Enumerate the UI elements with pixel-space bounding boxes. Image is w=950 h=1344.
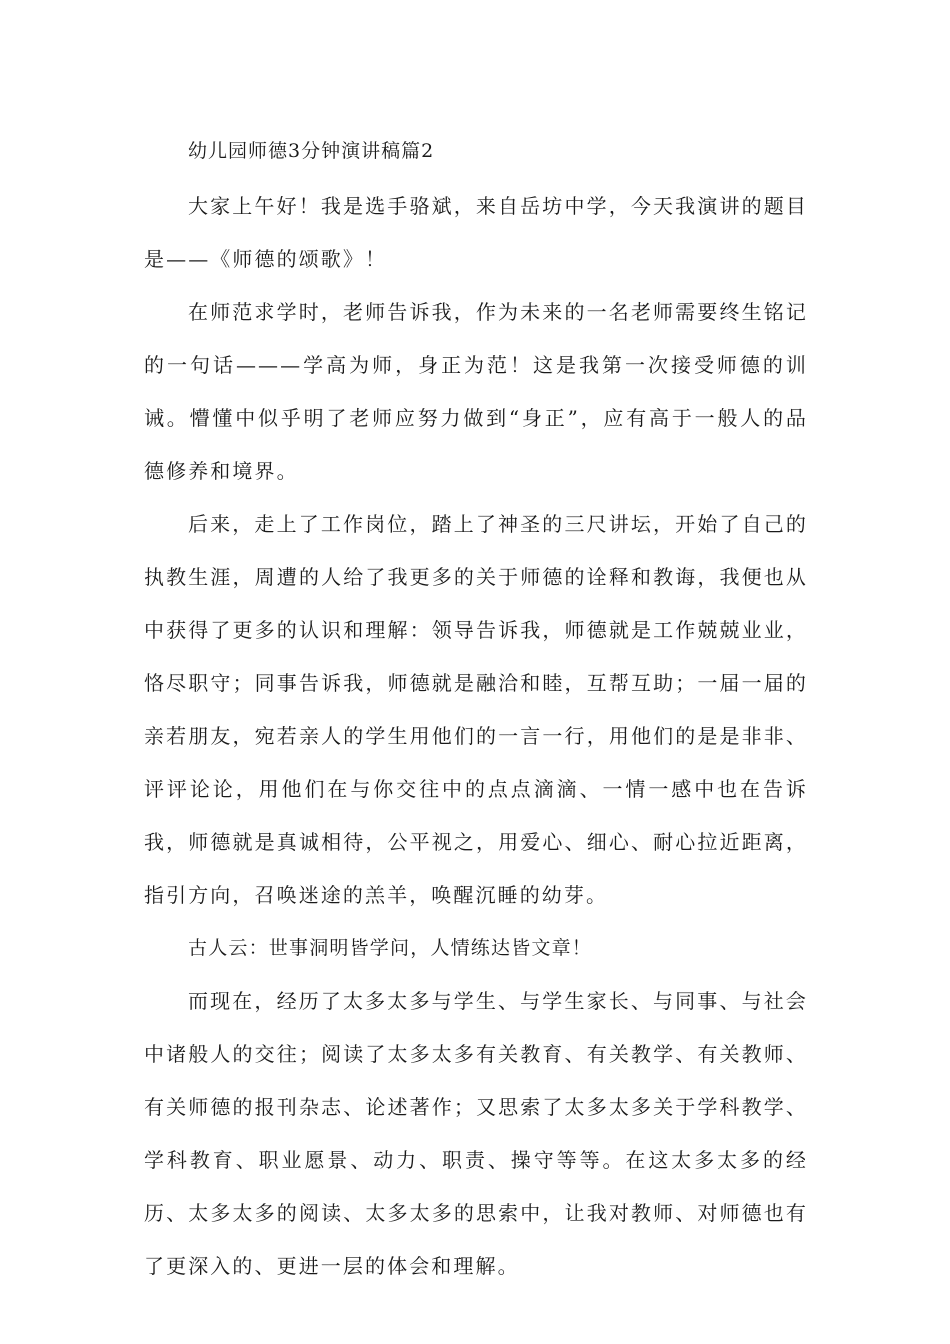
paragraph-greeting: 大家上午好！我是选手骆斌，来自岳坊中学，今天我演讲的题目是——《师德的颂歌》！ <box>144 194 808 271</box>
paragraph-normal-school: 在师范求学时，老师告诉我，作为未来的一名老师需要终生铭记的一句话———学高为师，身正为范！这是我第一次接受师德的训诫。懵懂中似乎明了老师应努力做到“身正”，应有高于一般人的品德修养和境界。 <box>144 300 808 483</box>
paragraph-career: 后来，走上了工作岗位，踏上了神圣的三尺讲坛，开始了自己的执教生涯，周遭的人给了我更多的关于师德的诠释和教诲，我便也从中获得了更多的认识和理解：领导告诉我，师德就是工作兢兢业业，恪尽职守；同事告诉我，师德就是融洽和睦，互帮互助；一届一届的亲若朋友，宛若亲人的学生用他们的一言一行，用他们的是是非非、评评论论，用他们在与你交往中的点点滴滴、一情一感中也在告诉我，师德就是真诚相待，公平视之，用爱心、细心、耐心拉近距离，指引方向，召唤迷途的羔羊，唤醒沉睡的幼芽。 <box>144 512 808 907</box>
document-body <box>144 126 808 1293</box>
paragraph-quote: 古人云：世事洞明皆学问，人情练达皆文章！ <box>188 937 593 959</box>
document-title: 幼儿园师德3分钟演讲稿篇2 <box>188 140 435 162</box>
paragraph-reflection: 而现在，经历了太多太多与学生、与学生家长、与同事、与社会中诸般人的交往；阅读了太多太多有关教育、有关教学、有关教师、有关师德的报刊杂志、论述著作；又思索了太多太多关于学科教学、学科教育、职业愿景、动力、职责、操守等等。在这太多太多的经历、太多太多的阅读、太多太多的思索中，让我对教师、对师德也有了更深入的、更进一层的体会和理解。 <box>144 989 808 1278</box>
